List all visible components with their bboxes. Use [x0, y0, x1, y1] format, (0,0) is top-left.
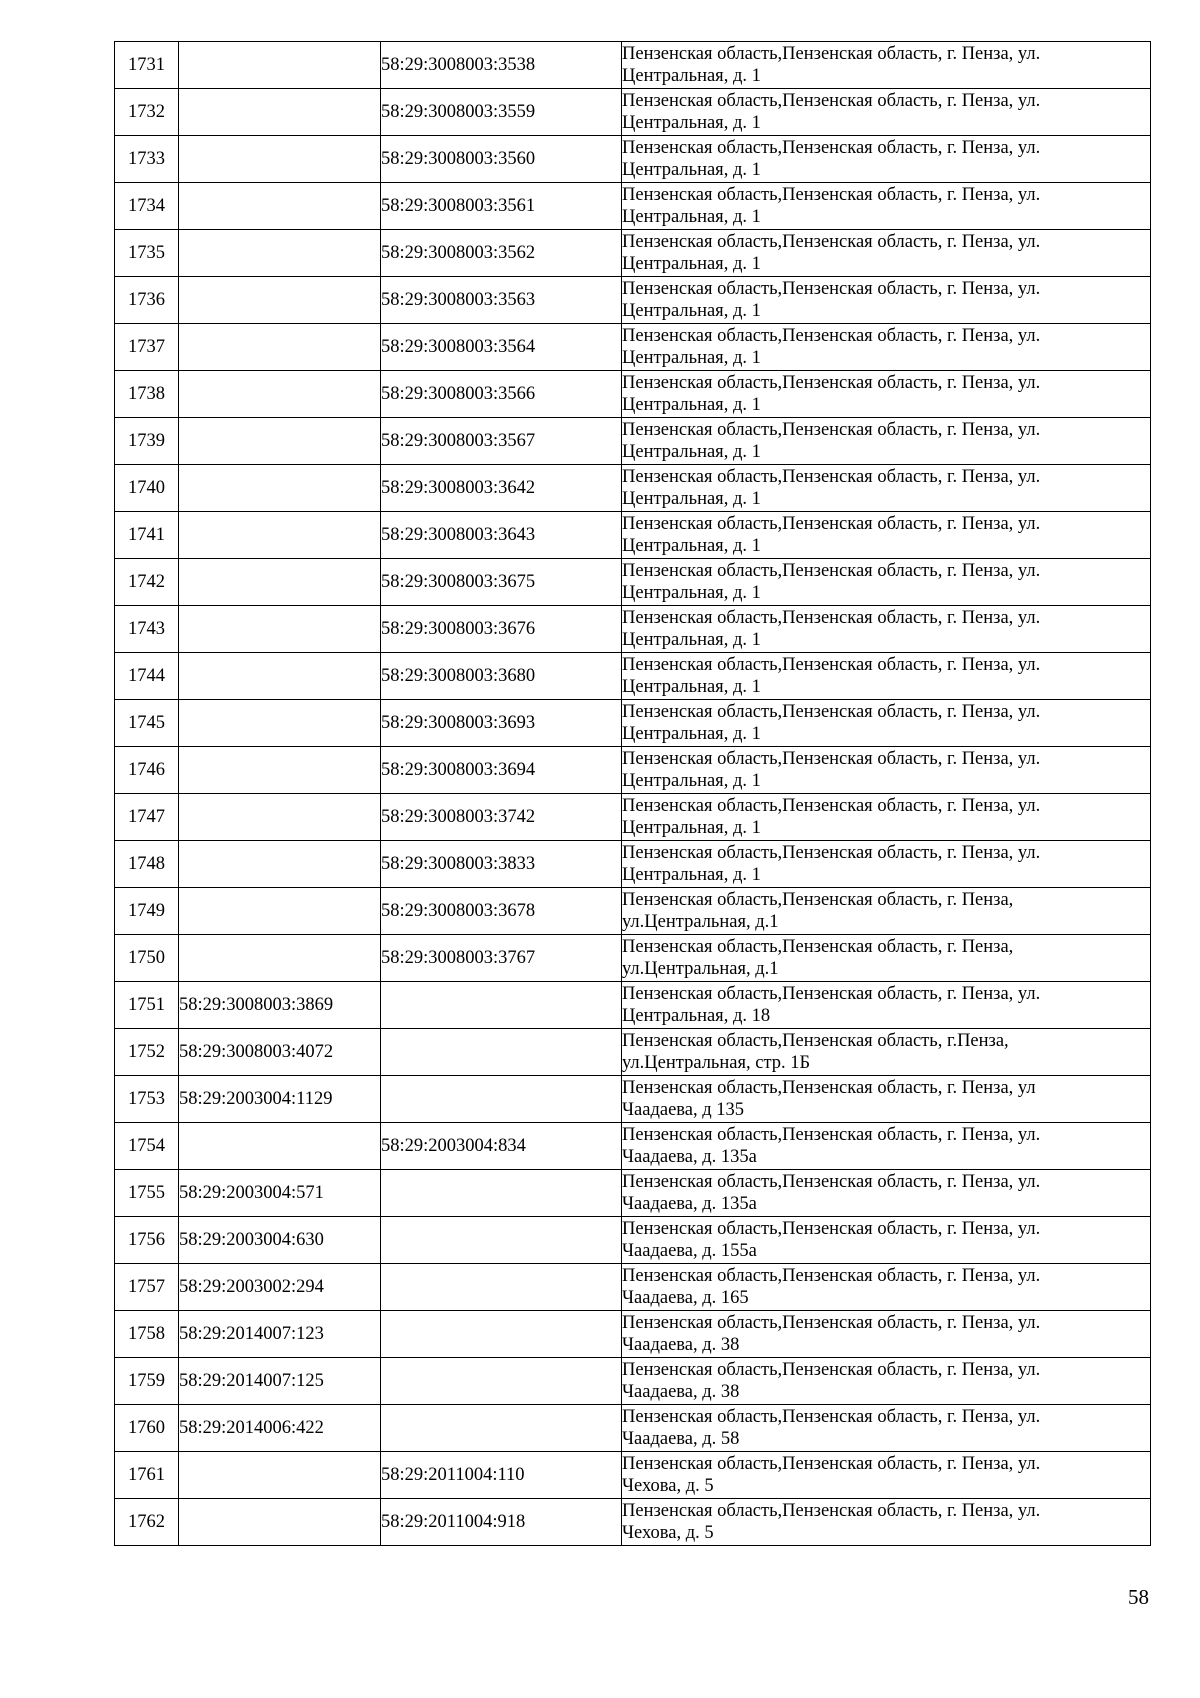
address-cell	[622, 1029, 1151, 1076]
row-number-cell: 1754	[115, 1123, 179, 1170]
address-line-1: Пензенская область,Пензенская область, г. Пенза, ул.	[622, 796, 1041, 816]
table-row	[115, 1170, 1151, 1217]
address-cell	[622, 841, 1151, 888]
address-cell	[622, 512, 1151, 559]
linked-cadastral-number-cell	[381, 1405, 622, 1452]
address-cell	[622, 1123, 1151, 1170]
address-line-1: Пензенская область,Пензенская область, г. Пенза,	[622, 937, 1014, 957]
address-cell	[622, 371, 1151, 418]
row-number-cell: 1739	[115, 418, 179, 465]
address-line-1: Пензенская область,Пензенская область, г. Пенза, ул.	[622, 44, 1041, 64]
address-cell	[622, 324, 1151, 371]
table-row	[115, 418, 1151, 465]
address-line-2: Центральная, д. 1	[622, 442, 761, 462]
address-line-2: Центральная, д. 1	[622, 301, 761, 321]
cadastral-number-cell	[179, 136, 381, 183]
cadastral-number-cell	[179, 324, 381, 371]
row-number-cell: 1731	[115, 42, 179, 89]
address-line-1: Пензенская область,Пензенская область, г. Пенза, ул.	[622, 326, 1041, 346]
row-number-cell: 1753	[115, 1076, 179, 1123]
linked-cadastral-number-cell: 58:29:3008003:3559	[381, 89, 622, 136]
address-cell	[622, 1076, 1151, 1123]
linked-cadastral-number-cell: 58:29:3008003:3538	[381, 42, 622, 89]
row-number-cell: 1741	[115, 512, 179, 559]
address-line-2: Чаадаева, д. 38	[622, 1382, 740, 1402]
address-line-1: Пензенская область,Пензенская область, г. Пенза, ул.	[622, 232, 1041, 252]
linked-cadastral-number-cell: 58:29:3008003:3680	[381, 653, 622, 700]
linked-cadastral-number-cell: 58:29:2011004:110	[381, 1452, 622, 1499]
address-line-2: Центральная, д. 18	[622, 1006, 771, 1026]
row-number-cell: 1746	[115, 747, 179, 794]
linked-cadastral-number-cell: 58:29:3008003:3560	[381, 136, 622, 183]
cadastral-number-cell: 58:29:3008003:4072	[179, 1029, 381, 1076]
cadastral-number-cell: 58:29:2003004:630	[179, 1217, 381, 1264]
address-cell	[622, 1170, 1151, 1217]
address-line-2: Центральная, д. 1	[622, 207, 761, 227]
cadastral-number-cell: 58:29:2014007:123	[179, 1311, 381, 1358]
cadastral-number-cell	[179, 606, 381, 653]
cadastral-number-cell	[179, 512, 381, 559]
table-row	[115, 700, 1151, 747]
address-line-2: Центральная, д. 1	[622, 536, 761, 556]
table-row	[115, 653, 1151, 700]
cadastral-number-cell	[179, 794, 381, 841]
address-line-2: Центральная, д. 1	[622, 818, 761, 838]
table-row	[115, 465, 1151, 512]
address-line-1: Пензенская область,Пензенская область, г. Пенза, ул.	[622, 514, 1041, 534]
row-number-cell: 1738	[115, 371, 179, 418]
address-line-1: Пензенская область,Пензенская область, г. Пенза,	[622, 890, 1014, 910]
cadastral-number-cell	[179, 935, 381, 982]
cadastral-number-cell	[179, 888, 381, 935]
address-cell	[622, 653, 1151, 700]
address-cell	[622, 888, 1151, 935]
table-row	[115, 1405, 1151, 1452]
table-row	[115, 1123, 1151, 1170]
cadastral-number-cell	[179, 700, 381, 747]
cadastral-number-cell	[179, 418, 381, 465]
address-line-1: Пензенская область,Пензенская область, г. Пенза, ул.	[622, 91, 1041, 111]
cadastral-number-cell	[179, 1123, 381, 1170]
address-cell	[622, 700, 1151, 747]
table-row	[115, 277, 1151, 324]
address-line-2: Чаадаева, д. 155а	[622, 1241, 757, 1261]
address-cell	[622, 183, 1151, 230]
linked-cadastral-number-cell	[381, 1076, 622, 1123]
address-line-1: Пензенская область,Пензенская область, г. Пенза, ул.	[622, 1313, 1041, 1333]
address-line-1: Пензенская область,Пензенская область, г. Пенза, ул.	[622, 749, 1041, 769]
address-cell	[622, 794, 1151, 841]
cadastral-number-cell	[179, 1452, 381, 1499]
address-line-2: ул.Центральная, д.1	[622, 912, 779, 932]
row-number-cell: 1740	[115, 465, 179, 512]
address-line-1: Пензенская область,Пензенская область, г. Пенза, ул.	[622, 608, 1041, 628]
cadastral-number-cell	[179, 89, 381, 136]
address-cell	[622, 465, 1151, 512]
address-cell	[622, 1358, 1151, 1405]
address-line-1: Пензенская область,Пензенская область, г. Пенза, ул.	[622, 279, 1041, 299]
cadastral-number-cell: 58:29:2003004:1129	[179, 1076, 381, 1123]
cadastral-number-cell: 58:29:2003002:294	[179, 1264, 381, 1311]
address-line-1: Пензенская область,Пензенская область, г. Пенза, ул.	[622, 1454, 1041, 1474]
address-line-1: Пензенская область,Пензенская область, г.Пенза,	[622, 1031, 1009, 1051]
linked-cadastral-number-cell	[381, 1217, 622, 1264]
address-line-2: Чаадаева, д. 135а	[622, 1147, 757, 1167]
address-cell	[622, 42, 1151, 89]
address-line-1: Пензенская область,Пензенская область, г. Пенза, ул.	[622, 1219, 1041, 1239]
row-number-cell: 1749	[115, 888, 179, 935]
address-cell	[622, 1217, 1151, 1264]
address-line-2: Чехова, д. 5	[622, 1476, 714, 1496]
cadastral-number-cell: 58:29:2003004:571	[179, 1170, 381, 1217]
row-number-cell: 1761	[115, 1452, 179, 1499]
table-row	[115, 512, 1151, 559]
table-row	[115, 935, 1151, 982]
address-line-2: Центральная, д. 1	[622, 66, 761, 86]
address-cell	[622, 606, 1151, 653]
cadastral-number-cell: 58:29:2014007:125	[179, 1358, 381, 1405]
address-cell	[622, 277, 1151, 324]
linked-cadastral-number-cell: 58:29:3008003:3642	[381, 465, 622, 512]
cadastral-number-cell	[179, 465, 381, 512]
linked-cadastral-number-cell: 58:29:3008003:3675	[381, 559, 622, 606]
row-number-cell: 1732	[115, 89, 179, 136]
row-number-cell: 1762	[115, 1499, 179, 1546]
row-number-cell: 1759	[115, 1358, 179, 1405]
linked-cadastral-number-cell	[381, 1170, 622, 1217]
cadastral-number-cell	[179, 841, 381, 888]
row-number-cell: 1748	[115, 841, 179, 888]
address-line-2: Центральная, д. 1	[622, 724, 761, 744]
address-line-2: Центральная, д. 1	[622, 489, 761, 509]
linked-cadastral-number-cell: 58:29:3008003:3561	[381, 183, 622, 230]
linked-cadastral-number-cell	[381, 1311, 622, 1358]
linked-cadastral-number-cell: 58:29:3008003:3643	[381, 512, 622, 559]
address-cell	[622, 982, 1151, 1029]
address-cell	[622, 1452, 1151, 1499]
table-row	[115, 1499, 1151, 1546]
row-number-cell: 1757	[115, 1264, 179, 1311]
table-row	[115, 747, 1151, 794]
table-row	[115, 1264, 1151, 1311]
address-line-1: Пензенская область,Пензенская область, г. Пенза, ул.	[622, 1266, 1041, 1286]
table-row	[115, 559, 1151, 606]
cadastral-number-cell	[179, 653, 381, 700]
row-number-cell: 1735	[115, 230, 179, 277]
linked-cadastral-number-cell: 58:29:3008003:3742	[381, 794, 622, 841]
address-line-2: Центральная, д. 1	[622, 160, 761, 180]
cadastral-number-cell: 58:29:2014006:422	[179, 1405, 381, 1452]
row-number-cell: 1747	[115, 794, 179, 841]
cadastral-number-cell	[179, 230, 381, 277]
table-row	[115, 42, 1151, 89]
row-number-cell: 1733	[115, 136, 179, 183]
address-line-1: Пензенская область,Пензенская область, г. Пенза, ул.	[622, 1501, 1041, 1521]
linked-cadastral-number-cell: 58:29:3008003:3563	[381, 277, 622, 324]
address-line-2: Чаадаева, д. 58	[622, 1429, 740, 1449]
table-row	[115, 183, 1151, 230]
cadastral-number-cell	[179, 183, 381, 230]
linked-cadastral-number-cell	[381, 1264, 622, 1311]
table-row	[115, 982, 1151, 1029]
table-row	[115, 841, 1151, 888]
linked-cadastral-number-cell	[381, 982, 622, 1029]
address-cell	[622, 230, 1151, 277]
linked-cadastral-number-cell: 58:29:3008003:3767	[381, 935, 622, 982]
address-line-1: Пензенская область,Пензенская область, г. Пенза, ул.	[622, 984, 1041, 1004]
address-line-1: Пензенская область,Пензенская область, г. Пенза, ул.	[622, 1125, 1041, 1145]
address-line-2: Чаадаева, д. 135а	[622, 1194, 757, 1214]
linked-cadastral-number-cell: 58:29:2011004:918	[381, 1499, 622, 1546]
row-number-cell: 1756	[115, 1217, 179, 1264]
cadastral-number-cell	[179, 277, 381, 324]
address-line-1: Пензенская область,Пензенская область, г. Пенза, ул.	[622, 655, 1041, 675]
page-number: 58	[1128, 1585, 1149, 1609]
address-line-1: Пензенская область,Пензенская область, г. Пенза, ул.	[622, 702, 1041, 722]
address-line-1: Пензенская область,Пензенская область, г. Пенза, ул.	[622, 373, 1041, 393]
table-row	[115, 230, 1151, 277]
address-line-2: Чаадаева, д 135	[622, 1100, 745, 1120]
linked-cadastral-number-cell: 58:29:3008003:3567	[381, 418, 622, 465]
address-cell	[622, 1499, 1151, 1546]
address-cell	[622, 747, 1151, 794]
row-number-cell: 1752	[115, 1029, 179, 1076]
address-line-1: Пензенская область,Пензенская область, г. Пенза, ул	[622, 1078, 1036, 1098]
cadastral-number-cell	[179, 42, 381, 89]
cadastral-number-cell	[179, 559, 381, 606]
linked-cadastral-number-cell: 58:29:3008003:3678	[381, 888, 622, 935]
address-cell	[622, 89, 1151, 136]
linked-cadastral-number-cell: 58:29:3008003:3693	[381, 700, 622, 747]
address-line-2: ул.Центральная, стр. 1Б	[622, 1053, 811, 1073]
cadastral-number-cell	[179, 747, 381, 794]
table-row	[115, 606, 1151, 653]
address-line-2: Центральная, д. 1	[622, 395, 761, 415]
row-number-cell: 1743	[115, 606, 179, 653]
row-number-cell: 1744	[115, 653, 179, 700]
address-line-1: Пензенская область,Пензенская область, г. Пенза, ул.	[622, 1407, 1041, 1427]
address-line-2: Центральная, д. 1	[622, 113, 761, 133]
address-line-2: Центральная, д. 1	[622, 254, 761, 274]
row-number-cell: 1758	[115, 1311, 179, 1358]
linked-cadastral-number-cell: 58:29:3008003:3566	[381, 371, 622, 418]
row-number-cell: 1751	[115, 982, 179, 1029]
row-number-cell: 1745	[115, 700, 179, 747]
address-cell	[622, 1311, 1151, 1358]
row-number-cell: 1736	[115, 277, 179, 324]
address-cell	[622, 1264, 1151, 1311]
table-row	[115, 1076, 1151, 1123]
row-number-cell: 1760	[115, 1405, 179, 1452]
table-row	[115, 1029, 1151, 1076]
row-number-cell: 1755	[115, 1170, 179, 1217]
row-number-cell: 1737	[115, 324, 179, 371]
linked-cadastral-number-cell: 58:29:3008003:3564	[381, 324, 622, 371]
address-cell	[622, 559, 1151, 606]
address-line-2: Чехова, д. 5	[622, 1523, 714, 1543]
table-row	[115, 371, 1151, 418]
address-line-2: Центральная, д. 1	[622, 677, 761, 697]
address-line-2: Чаадаева, д. 165	[622, 1288, 749, 1308]
table-row	[115, 888, 1151, 935]
linked-cadastral-number-cell	[381, 1029, 622, 1076]
address-line-1: Пензенская область,Пензенская область, г. Пенза, ул.	[622, 420, 1041, 440]
address-line-2: Центральная, д. 1	[622, 630, 761, 650]
address-line-2: Центральная, д. 1	[622, 583, 761, 603]
table-row	[115, 1452, 1151, 1499]
cadastral-number-cell: 58:29:3008003:3869	[179, 982, 381, 1029]
address-line-1: Пензенская область,Пензенская область, г. Пенза, ул.	[622, 1360, 1041, 1380]
address-line-2: Центральная, д. 1	[622, 348, 761, 368]
address-line-2: Центральная, д. 1	[622, 865, 761, 885]
linked-cadastral-number-cell: 58:29:3008003:3694	[381, 747, 622, 794]
row-number-cell: 1734	[115, 183, 179, 230]
address-line-1: Пензенская область,Пензенская область, г. Пенза, ул.	[622, 1172, 1041, 1192]
address-line-1: Пензенская область,Пензенская область, г. Пенза, ул.	[622, 185, 1041, 205]
row-number-cell: 1750	[115, 935, 179, 982]
address-line-1: Пензенская область,Пензенская область, г. Пенза, ул.	[622, 561, 1041, 581]
table-row	[115, 136, 1151, 183]
table-row	[115, 1358, 1151, 1405]
table-row	[115, 324, 1151, 371]
address-cell	[622, 136, 1151, 183]
row-number-cell: 1742	[115, 559, 179, 606]
registry-table-body	[115, 42, 1151, 1546]
address-line-2: Чаадаева, д. 38	[622, 1335, 740, 1355]
cadastral-number-cell	[179, 371, 381, 418]
address-cell	[622, 1405, 1151, 1452]
table-row	[115, 1217, 1151, 1264]
table-row	[115, 794, 1151, 841]
linked-cadastral-number-cell: 58:29:3008003:3676	[381, 606, 622, 653]
address-line-2: ул.Центральная, д.1	[622, 959, 779, 979]
linked-cadastral-number-cell	[381, 1358, 622, 1405]
linked-cadastral-number-cell: 58:29:3008003:3562	[381, 230, 622, 277]
address-line-1: Пензенская область,Пензенская область, г. Пенза, ул.	[622, 843, 1041, 863]
address-line-1: Пензенская область,Пензенская область, г. Пенза, ул.	[622, 467, 1041, 487]
table-row	[115, 1311, 1151, 1358]
address-cell	[622, 418, 1151, 465]
address-cell	[622, 935, 1151, 982]
linked-cadastral-number-cell: 58:29:3008003:3833	[381, 841, 622, 888]
cadastral-number-cell	[179, 1499, 381, 1546]
address-line-1: Пензенская область,Пензенская область, г. Пенза, ул.	[622, 138, 1041, 158]
table-row	[115, 89, 1151, 136]
address-line-2: Центральная, д. 1	[622, 771, 761, 791]
linked-cadastral-number-cell: 58:29:2003004:834	[381, 1123, 622, 1170]
registry-table	[114, 41, 1151, 1546]
